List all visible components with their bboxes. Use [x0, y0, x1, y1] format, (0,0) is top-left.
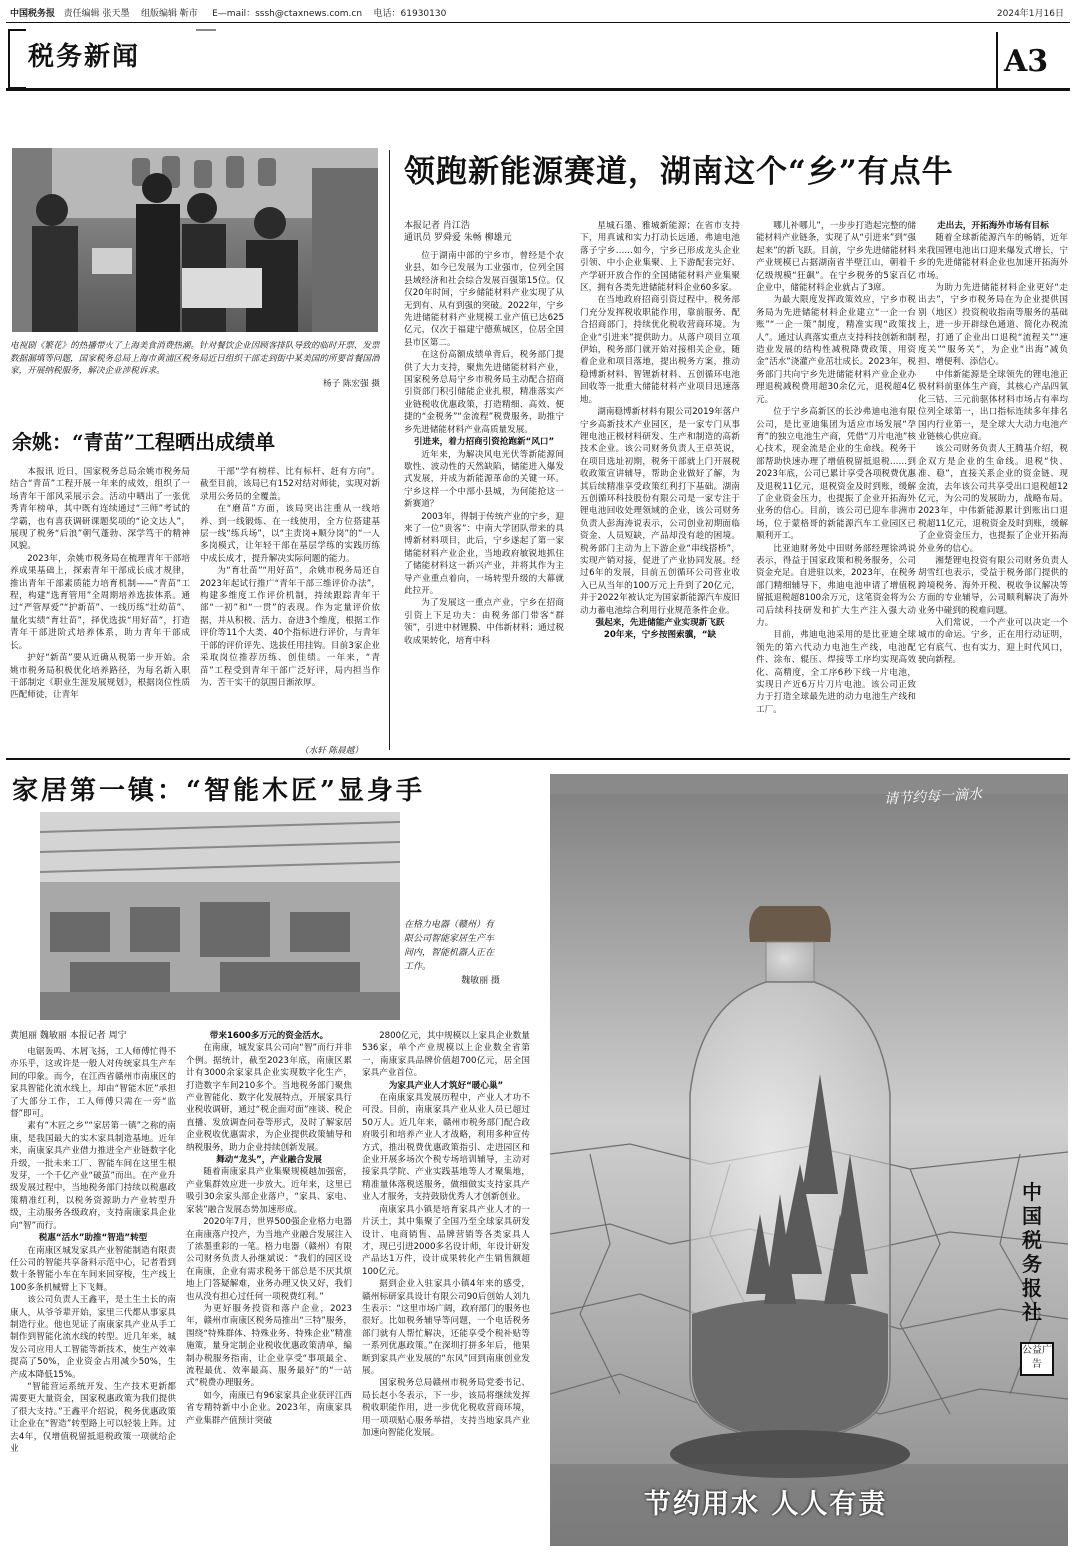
paragraph: 为助力先进储能材料企业更好“走出去”，宁乡市税务局在为企业提供国别（地区）投资税收指南等服务的基础上，进一步开辟绿色通道、简化办税流程，打通了企业出口退税“流程关”“速度关”“服务关”，为企业“出海”减负担、增便利、添信心。 [918, 283, 1068, 368]
furniture-col-3 [362, 1030, 530, 1546]
paragraph: 为了发展这一重点产业，宁乡在招商引资上下足功夫：由税务部门带客“群领”，引进中材锂膜、中伟新材料；通过税收成果转化，培育中科 [404, 598, 564, 646]
paragraph: 目前，弗迪电池采用的是比亚迪全球领先的第六代动力电池生产线，电池配件、涂布、辊压、焊接等工序均实现高效化、高精度，全工序6秒下线一片电池，实现日产近6万片刀片电池。该公司正致力于打造全球最先进的动力电池生产线和工厂。 [756, 630, 916, 715]
page-divider [996, 32, 998, 88]
paragraph: 走出去，开拓海外市场有目标 [937, 221, 1049, 231]
paragraph: 为“育壮苗”“用好苗”，余姚市税务局还自2023年起试行推广“青年干部三维评价办法”，构建多维度工作评价机制，持续跟踪青年干部“一初”和“一贯”的表现。作为定量评价依据，并从积极、活力、奋进3个维度，根据工作评价等11个大类、40个指标进行评价，与青年干部的评价评先、选拔任用挂钩。目前3家企业采取岗位推荐历练、创佳绩。一年来，“青苗”工程受到青年干部广泛好评，局内担当作为、苦干实干的氛围日渐浓厚。 [200, 566, 380, 688]
hunan-col-4 [918, 220, 1068, 752]
paragraph: 引进来，着力招商引资抢跑新“风口” [413, 437, 555, 448]
hunan-byline-correspondents: 通讯员 罗舜爱 朱畅 柳雄元 [404, 233, 512, 243]
paragraph: 该公司负责人王鑫平，是土生土长的南康人，从爷爷辈开始，家里三代都从事家具制造行业。他也见证了南康家具产业从手工制作到智能化流水线的转型。近几年来，城发公司应用人工智能等新技术，使生产效率提高了50%，企业资金占用减少50%，生产成本降低15%。 [10, 1295, 176, 1380]
email: E—mail：sssh@ctaxnews.com.cn [212, 9, 363, 19]
paragraph: 强起来，先进储能产业实现新飞跃 [595, 618, 725, 628]
paragraph: 随着全球新能源汽车的畅销，近年来我国锂电池出口迎来爆发式增长，宁乡的先进储能材料企业也加速开拓海外市场。 [918, 233, 1068, 281]
paragraph: 为最大限度发挥政策效应，宁乡市税务局为先进储能材料企业建立“一企一台账”“一企一策”制度，精准实现“政策找人”。通过认真落实重点支持科技创新和制造业发展的结构性减税降费政策，用资金“活水”浇灌产业茁壮成长。2023年，税务部门共向宁乡先进储能材料产业企业办理退税减税费用超30余亿元，退税超4亿元。 [756, 295, 916, 405]
paragraph: 近年来，为解决风电光伏等新能源间歇性、波动性的天然缺陷，储能进入爆发式发展，并成为新能源革命的关键一环。宁乡这样一个中部小县城，为何能抢这一新赛道？ [404, 449, 564, 510]
paragraph: 如今，南康已有96家家具企业获评江西省专精特新中小企业。2023年，南康家具产业集群产值预计突破 [186, 1390, 352, 1426]
paragraph: 2800亿元，其中规模以上家具企业数量536家，单个产业规模以上企业数全省第一，南康家具品牌价值超700亿元，居全国家具产业首位。 [362, 1031, 530, 1079]
psa-publisher: 中国税务报社 [1022, 1180, 1042, 1324]
header-rule [6, 88, 1070, 91]
hunan-col-3 [756, 220, 916, 752]
paragraph: 湖南稳博新材料有限公司2019年落户宁乡高新技术产业园区，是一家专门从事锂电池正极材料研发、生产和制造的高新技术企业。该公司财务负责人王卓英说，在项目选址初期，税务干部就上门开展税收政策宣讲辅导，帮助企业做好了解，为其后续精准享受政策红利打下基础。湖南五创循环科技股份有限公司是一家专注于锂电池回收处理领域的企业，该公司财务负责人彭海涛说表示，公司创业初期面临资金、人员短缺，产品却没有趁的困境。税务部门主动为上下游企业“串线搭桥”，实现产销对接，促进了产业协同发展。经过6年的发展，目前五创循环公司营业收入已从当年的100万元上升到了20亿元，并于2022年被认定为国家新能源汽车废旧动力蓄电池综合利用行业规范条件企业。 [580, 407, 740, 616]
factory-caption-text: 在格力电器（赣州）有限公司智能家居生产车间内，智能机器人正在工作。 [404, 920, 495, 972]
paragraph: 2003年，得制于传统产业的宁乡，迎来了一位“贵客”：中南大学团队带来的具博新材料项目，此后，宁乡遂起了第一家储能材料产业企业，当地政府敏锐地抓住了储能材料这一新兴产业，并将其作为主导产业重点着向，一场转型升级的大幕就此拉开。 [404, 511, 564, 596]
officers-illustration [12, 148, 378, 332]
top-rule [6, 22, 1070, 23]
paragraph: 在南康，城发家具公司向“智”而行并非个例。据统计，截至2023年底，南康区累计有3000余家家具企业实现数字化生产，打造数字车间210多个。当地税务部门聚焦产业智能化、数字化发展特点，开展家具行业税收调研，通过“税企面对面”座谈、税企直播、发放调查问卷等形式，及时了解家居企业税收优惠需求，为企业提供政策辅导和纳税服务，助力企业持续创新发展。 [186, 1043, 352, 1153]
section-title: 税务新闻 [28, 42, 141, 72]
yuyao-col-2 [200, 466, 380, 748]
paragraph: 20年来，宁乡按图索骥，“缺 [603, 630, 717, 641]
paragraph: 在当地政府招商引资过程中，税务部门充分发挥税收职能作用，靠前服务、配合招商部门，持续优化税收营商环境。为企业“引进来”提供助力。从落户项目立项伊始，税务部门就开始对接相关企业，随着企业和项目落地，提出税务方案，推动稳博新材料、智锂新材料、五创循环电池回收等一批重大储能材料产业项目迅速落地。 [580, 295, 740, 405]
paragraph: 比亚迪财务处中田财务部经理徐鸿说表示，得益于国家政策和税务服务，公司资金充足。自进驻以来，2023年，在税务部门精细辅导下，弗迪电池申请了增值税留抵退税超8100余万元，这笔资金将为公司后续科技研发和扩大生产注入强大动力。 [756, 543, 916, 628]
masthead-line [10, 6, 446, 19]
factory-caption-credit: 魏敏丽 摄 [461, 976, 500, 986]
paragraph: 在南康区城发家具产业智能制造有限责任公司的智能共享备料示范中心，记者看到数十条智能小车在车间来回穿梭，生产线上100多条机械臂上下飞舞。 [10, 1245, 176, 1293]
furniture-col-1 [10, 1046, 176, 1546]
paragraph: 本报讯 近日，国家税务总局余姚市税务局结合“青苗”工程开展一年来的成效，组织了一场青年干部风采展示会。活动中晒出了一张优秀青年榜单，其中既有连续通过“三师”考试的学霸，也有喜获调研课题奖项的“论文达人”，展现了税务“后浪”朝气蓬勃、深学笃干的精神风貌。 [10, 467, 190, 552]
yuyao-credit: （水轩 陈晨越） [300, 746, 363, 756]
paragraph: 税惠“活水”助推“智造”转型 [38, 1233, 148, 1244]
paragraph: 为更好服务投资和落户企业，2023年，赣州市南康区税务局推出“三特”服务，围绕“特殊群体、特殊业务、特殊企业”精准施策，量身定制企业税收优惠政策清单，编制办税服务指南，让企业享受“事项最全、流程最优、效率最高、服务最好”的“一站式”税费办理服务。 [186, 1303, 352, 1389]
editor: 责任编辑 张天墨 [63, 9, 130, 19]
psa-slogan-bottom: 节约用水 人人有责 [644, 1489, 888, 1520]
paragraph: 为家具产业人才筑好“暖心巢” [388, 1080, 504, 1091]
paragraph: 舞动“龙头”，产业融合发展 [216, 1155, 322, 1166]
paragraph: 2020年7月，世界500强企业格力电器在南康落户投产，为当地产业融合发展注入了浓墨重彩的一笔。格力电器（赣州）有限公司财务负责人孙继斌说：“我们的园区设在南康，企业有需求税务干部总是不厌其烦地上门答疑解难，业务办理又快又好，我们也从没有担心过任何一项税费红利。” [186, 1217, 352, 1302]
paragraph: 该公司财务负责人王腾基介绍，税企双方是企业的生命线。退税“快、准、稳”，直接关系企业的资金链、现金流，去年该公司共享受出口退税超12亿元，为公司的发展助力，战略布局。2023年，中伟新能源累计到账出口退税超11亿元，退税资金及时到账，缓解了企业资金压力，也提振了企业开拓海外业务的信心。 [918, 444, 1068, 554]
paragraph: 在南康家具发展历程中，产业人才功不可没。目前，南康家具产业从业人员已超过50万人。近几年来，赣州市税务部门配合政府吸引和培养产业人才战略，利用多种宣传方式，推出税费优惠政策指引、走进园区和企业开展多场次个税专场培训辅导，主动对接家具学院、产业实践基地等人才聚集地，精准量体落税送服务，做细做实支持家具产业人才服务，支持鼓励优秀人才创新创业。 [362, 1093, 530, 1203]
paragraph: 在“磨苗”方面，该局突出注重从一线培养、到一线锻炼、在一线使用，全方位搭建基层一线“练兵场”，以“主责岗+顺分岗”的“一人多岗模式，让年轻干部在基层学练的实践历练中成长成才，提升解决实际问题的能力。 [200, 504, 380, 564]
factory-illustration [40, 812, 400, 1020]
paragraph: “智能营运系统开发、生产技术更新都需要更大量资金，国家税惠政策为我们提供了很大支持。”王鑫平介绍说，税务优惠政策让企业在“智造”转型路上可以轻装上阵。过去4年，仅增值税留抵退税政策一项就给企业 [10, 1381, 176, 1454]
psa-water-ad [550, 774, 1068, 1546]
paragraph: 中伟新能源是全球领先的锂电池正极材料前驱体生产商，其核心产品四氧化三钴、三元前驱体材料市场占有率均位列全球第一，出口指标连续多年排名国内行业第一，是全球大大动力电池产业链核心供应商。 [918, 369, 1068, 442]
paragraph: 电锯轰鸣、木屑飞扬，工人师傅忙得不亦乐乎，这或许是一般人对传统家具生产车间的印象。而今，在江西省赣州市南康区的家具智能化流水线上，却由“智能木匠”承担了大部分工作，工人师傅只需在一旁“监督”即可。 [10, 1047, 176, 1120]
headline-furniture: 家居第一镇：“智能木匠”显身手 [12, 776, 425, 806]
photo-factory [40, 812, 400, 1020]
headline-hunan: 领跑新能源赛道，湖南这个“乡”有点牛 [404, 154, 954, 190]
paragraph: 哪儿补哪儿”，一步步打造起完整的储能材料产业链条，实现了从“引进来”到“强起来”的新飞跃。目前，宁乡先进储能材料产业规模已占据湖南省半壁江山，朝着千亿级规模“狂飙”。在宁乡税务的5家百亿企业中，储能材料企业就占了3席。 [756, 221, 916, 294]
caption-text: 电视剧《繁花》的热播带火了上海美食消费热潮。针对餐饮企业因顾客排队导致的临时开票、发票数据漏填等问题，国家税务总局上海市黄浦区税务局近日组织干部走到街中某美国的所要首餐国酒家，开展纳税服务，解决企业涉税诉求。 [10, 341, 380, 377]
layout-editor: 组版编辑 靳市 [140, 9, 198, 19]
paragraph: 随着南康家具产业集聚规模越加强密，产业集群效应进一步放大。近年来，这里已吸引30余家头部企业落户，“家具、家电、家装”融合发展态势加速形成。 [186, 1167, 352, 1215]
paragraph: 星城石墨、雅城新能源；在省市支持下，用真诚和实力打动长远通，弗迪电池落子宁乡……如今，宁乡已形成龙头企业引领、中小企业集聚、上下游配套完好、产学研开放合作的全国储能材料产业集聚区，拥有各类先进储能材料企业60多家。 [580, 221, 740, 294]
photo-caption-top [10, 340, 380, 408]
furniture-col-2 [186, 1030, 352, 1546]
paragraph: 位于湖南中部的宁乡市，曾经是个农业县，如今已发展为工业强市，位列全国县域经济和社会综合发展百强第15位。仅仅20年时间，宁乡储能材料产业实现了从无到有、从有到强的突破。2022年，宁乡先进储能材料产业规模工业产值已达625亿元，仅次于福建宁德蕉城区，位居全国县市区第二。 [404, 251, 564, 348]
paragraph: 南康家具小镇是培育家具产业人才的一片沃土，其中集聚了全国乃至全球家具研发设计、电商销售、品牌营销等各类家具人才，现已引进2000多名设计师，年设计研发产品达1万件，设计成果转化产生销售额超100亿元。 [362, 1204, 530, 1277]
paragraph: 在这份高额成绩单背后，税务部门提供了大力支持，聚焦先进储能材料产业，国家税务总局宁乡市税务局主动配合招商引资部门积引储能企业扎根，精准落实产业链税收优惠政策，打造精细、高效、便捷的“金税务”“金流程”税费服务，助推宁乡先进储能材料产业高质量发展。 [404, 350, 564, 435]
paragraph: 干部“学有榜样、比有标杆、赶有方向”。截至目前，该局已有152对结对师徒，实现对新录用公务员的全覆盖。 [200, 467, 380, 502]
headline-yuyao: 余姚：“青苗”工程晒出成绩单 [12, 430, 276, 454]
phone: 电话：61930130 [373, 9, 447, 19]
paragraph: 素有“木匠之乡”“家居第一镇”之称的南康，是我国最大的实木家具制造基地。近年来，南康家具产业借力推进全产业链数字化升级，一批未来工厂、智能车间在这里生根发芽，一个千亿产业“破茧”而出。在产业升级发展过程中，当地税务部门持续以税惠政策精准红利，以税务资源助力产业转型升级，主动服务各级政府，支持南康家具企业向“智”而行。 [10, 1121, 176, 1231]
psa-illustration [550, 774, 1068, 1546]
paragraph: 护好“新苗”要从近确从税第一步开始。余姚市税务局积极优化培养路径，为每名新入职干部制定《职业生涯发展规划》，根据岗位性质匹配师徒，让青年 [10, 653, 190, 701]
psa-stamp: 公益广告 [1020, 1342, 1054, 1376]
furniture-byline: 黄旭丽 魏敏丽 本报记者 周宁 [10, 1031, 127, 1041]
issue-date: 2024年1月16日 [996, 9, 1064, 19]
paper-name: 中国税务报 [10, 9, 56, 19]
paragraph: 位于宁乡高新区的长沙弗迪电池有限公司，是比亚迪集团为适应市场发展“孕育”的独立电池生产商，凭借“刀片电池”核心技术，现金流是企业的生命线。税务干部帮助快速办理了增值税留抵退税……到2023年底，公司已累计享受各项税费优惠及退税11亿元，退税资金及时到账，缓解了企业资金压力，也提振了企业开拓海外业务的信心。目前，该公司已迎车非洲市场，位于蒙格哥的新能源汽车工业园区已顺利开工。 [756, 407, 916, 542]
column-divider [389, 150, 390, 750]
paragraph: 2023年，余姚市税务局在梳理青年干部培养成果基础上，探索青年干部成长成才规律，推出青年干部素质能力培育机制——“青苗”工程，构建“选育管用”全周期培养选拔体系。通过“严管厚爱”“护新苗”、一线历练“壮幼苗”、量化实绩“育壮苗”，择优选拔“用好苗”，打造青年干部进阶式培养体系，助力青年干部成长。 [10, 553, 190, 651]
paragraph: 带来1600多万元的资金活水。 [209, 1031, 329, 1041]
hunan-byline [404, 220, 564, 244]
caption-credit: 杨子 陈宏强 摄 [322, 378, 380, 389]
paragraph: 国家税务总局赣州市税务局党委书记、局长赵小冬表示，下一步，该局将继续发挥税收职能作用，进一步优化税收营商环境，用一项项贴心服务举措，支持当地家具产业加速向智能化发展。 [362, 1378, 530, 1438]
hunan-byline-reporter: 本报记者 肖江浩 [404, 221, 470, 231]
photo-tax-officers [12, 148, 378, 332]
paragraph: 入们常说，一个产业可以决定一个城市的命运。宁乡，正在用行动证明，它有底气、也有实力，迎上时代风口，驶向新程。 [918, 618, 1068, 666]
hunan-col-2 [580, 220, 740, 752]
hunan-col-1 [404, 250, 564, 752]
page-number: A3 [1004, 44, 1049, 79]
factory-caption [404, 918, 500, 1018]
psa-slogan-top: 请节约每一滴水 [883, 786, 983, 808]
paragraph: 湘楚锂电投资有限公司财务负责人胡雪红也表示，受益于税务部门提供的跨境税务、海外开税、税收争议解决等方面的专业辅导，公司顺利解决了海外业务中碰到的税难问题。 [918, 555, 1068, 616]
yuyao-col-1 [10, 466, 190, 758]
mid-rule [6, 758, 1070, 760]
paragraph: 据到企业入驻家具小镇4年来的感受，赣州标研家具设计有限公司90后创始人刘九生表示：“这里市场广阔，政府部门的服务也很好。比如税务辅导等问题，一个电话税务部门就有人帮忙解决，还能享受个税补贴等一系列优惠政策。”在深圳打拼多年后，他果断到家具产业发展的“东风”回到南康创业发展。 [362, 1279, 530, 1376]
